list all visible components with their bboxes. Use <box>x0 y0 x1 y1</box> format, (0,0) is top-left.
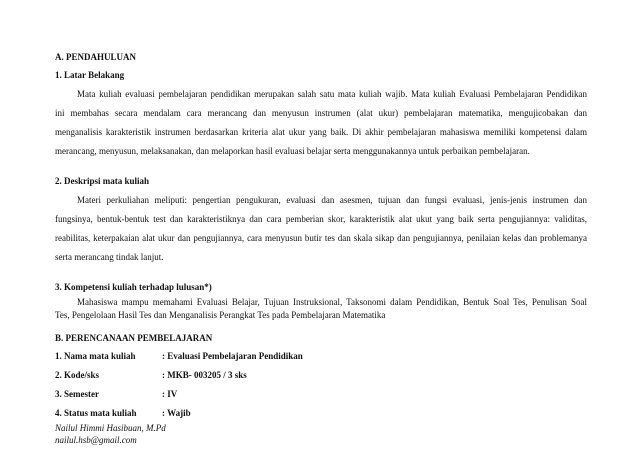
course-info-row <box>55 351 587 362</box>
section-b-heading: B. PERENCANAAN PEMBELAJARAN <box>55 333 213 343</box>
author-name: Nailul Himmi Hasibuan, M.Pd <box>55 423 166 433</box>
author-footer <box>55 423 587 446</box>
paragraph-line: fungsinya, bentuk-bentuk test dan karakteristiknya dan cara pemberian skor, karakteristik alat ukut yang baik serta pengujiannya: validitas, <box>55 214 587 224</box>
course-info-value: : IV <box>162 389 178 399</box>
paragraph-line: Mahasiswa mampu memahami Evaluasi Belajar, Tujuan Instruksional, Taksonomi dalam Pendidikan, Bentuk Soal Tes, Penulisan Soal <box>77 297 587 307</box>
course-info-table <box>55 351 587 419</box>
latar-belakang-title: 1. Latar Belakang <box>55 70 125 80</box>
course-info-key: 4. Status mata kuliah <box>55 408 137 418</box>
course-info-row <box>55 408 587 419</box>
course-info-key: 3. Semester <box>55 389 99 399</box>
paragraph-line: Tes, Pengelolaan Hasil Tes dan Menganalisis Perangkat Tes pada Pembelajaran Matematika <box>55 310 386 320</box>
course-info-key: 1. Nama mata kuliah <box>55 351 136 361</box>
document-page <box>55 52 587 446</box>
course-info-row <box>55 370 587 381</box>
paragraph-line: serta merancang tindak lanjut. <box>55 252 164 262</box>
course-info-value: : MKB- 003205 / 3 sks <box>162 370 247 380</box>
paragraph-line: menganalisis karakteristik instrumen berdasarkan kriteria alat ukur yang baik. Di akhir pembelajaran mahasiswa memiliki kompetensi dalam <box>55 127 587 137</box>
section-a-heading: A. PENDAHULUAN <box>55 52 136 62</box>
paragraph-line: Mata kuliah evaluasi pembelajaran pendidikan merupakan salah satu mata kuliah wajib. Mata kuliah Evaluasi Pembelajaran Pendidikan <box>77 89 587 99</box>
paragraph-line: Materi perkuliahan meliputi: pengertian pengukuran, evaluasi dan asesmen, tujuan dan fungsi evaluasi, jenis-jenis instrumen dan <box>77 195 587 205</box>
course-info-key: 2. Kode/sks <box>55 370 100 380</box>
course-info-row <box>55 389 587 400</box>
course-info-value: : Wajib <box>162 408 191 418</box>
kompetensi-paragraph <box>55 297 587 321</box>
latar-belakang-paragraph <box>55 89 587 157</box>
course-info-value: : Evaluasi Pembelajaran Pendidikan <box>162 351 303 361</box>
paragraph-line: ini membahas secara mendalam cara merancang dan menyusun instrumen (alat ukur) pembelajaran matematika, mengujicobakan dan <box>55 108 587 118</box>
deskripsi-paragraph <box>55 195 587 263</box>
paragraph-line: reabilitas, keterpakaian alat ukur dan pengujiannya, cara menyusun butir tes dan skala sikap dan pengujiannya, penilaian kelas dan problemanya <box>55 233 587 243</box>
author-email: nailul.hsb@gmail.com <box>55 435 137 445</box>
kompetensi-title: 3. Kompetensi kuliah terhadap lulusan*) <box>55 282 212 292</box>
deskripsi-title: 2. Deskripsi mata kuliah <box>55 176 150 186</box>
paragraph-line: merancang, menyusun, melaksanakan, dan melaporkan hasil evaluasi belajar serta menggunakannya untuk perbaikan pembelajaran. <box>55 146 530 156</box>
